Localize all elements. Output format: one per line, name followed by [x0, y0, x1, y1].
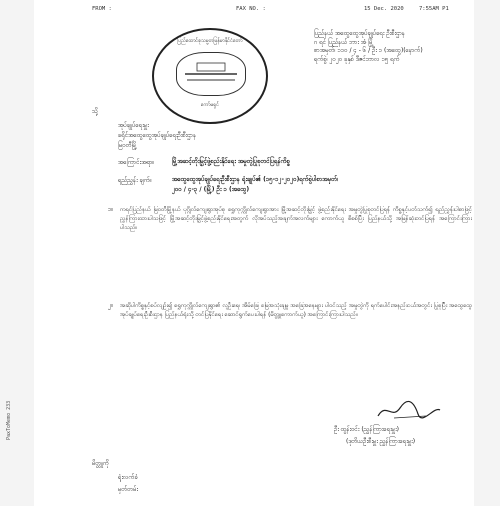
paragraph-2: အဆိုပါကိစ္စနှင့်စပ်လျဉ်း၍ ရွှေကုက္ကိုလ်ကျေးရွာ၏ လူဦးရေ၊ အိမ်ခြေ၊ မြေအသုံးချမှု အခြေအနေများ ပါဝင်သည့် အမှုတွဲကို ရက်ပေါင်းအနည်းငယ်အတွင်း ပြုစုပြီး အထွေထွေအုပ်ချုပ်ရေးဦးစီးဌာန ပြည်နယ်ရုံးသို့ တင်ပြနိုင်ရေး ဆောင်ရွက်ပေးပါရန် (မိတ္တူကောက်ယူ) အကြောင်းကြားပါသည်။ [120, 303, 472, 318]
signer-name: ဦး ထွန်းဝင်း (ညွှန်ကြားရေးမှူး) [334, 426, 399, 433]
reference-line-1: အထွေထွေအုပ်ချုပ်ရေးဦးစီးဌာန ရုံးချုပ်၏ (၁၅-၁၂-၂၀၂၀)ရက်စွဲပါစာအမှတ်၊ [172, 176, 339, 183]
copy-to-item-1: ရုံးလက်ခံ [118, 474, 138, 481]
paragraph-1: ကရင်ပြည်နယ် မြဝတီမြို့နယ် ပုဂ္ဂိုလ်ကျေးရွာအုပ်စု ရွှေကုက္ကိုလ်ကျေးရွာအား မြို့အဆင့်တိုးမြှင့် ဖွဲ့စည်းနိုင်ရေး အမှုတွဲပြုစုတင်ပြရန် ကိစ္စနှင့်ပတ်သက်၍ ရည်ညွှန်းပါစာဖြင့် ညွှန်ကြားထားပါသဖြင့် မြို့အဆင့်တိုးမြှင့်ဖွဲ့စည်းနိုင်ရေးအတွက် လိုအပ်သည့်အချက်အလက်များ ကောက်ယူ စိစစ်ပြီး ပြည်နယ်သို့ အမြန်ဆုံးတင်ပြရန် အကြောင်းကြားပါသည်။ [120, 207, 472, 231]
reference-line-2: ၂၀၀ / ၄-၃ / (မြို့) ဦး ၁ (အထွေ) [172, 186, 250, 193]
header-line-3: စာအမှတ်၊ ၁၁၀ / ၄ - ၆ / ဦး ၁ (အထွေ)(နောက်) [314, 47, 423, 54]
document-page [34, 0, 474, 506]
paragraph-1-number: ၁။ [108, 206, 114, 213]
paragraph-2-number: ၂။ [108, 302, 113, 309]
letter-header [314, 30, 489, 64]
fax-number: FAX NO. : [236, 6, 266, 12]
side-stamp: PaxToMemo 233 [6, 400, 12, 440]
copy-to-label: မိတ္တူကို [92, 460, 109, 467]
fax-from: FROM : [92, 6, 112, 12]
seal-emblem [176, 52, 246, 96]
header-line-4: ရက်စွဲ၊ ၂၀၂၀ ခုနှစ် ဒီဇင်ဘာလ ၁၅ ရက် [314, 55, 400, 63]
seal-top-text: ပြည်ထောင်စုသမ္မတမြန်မာနိုင်ငံတော် [177, 38, 243, 44]
handwritten-signature [374, 398, 444, 422]
addressee-place: မြဝတီမြို့ [118, 142, 138, 149]
subject-label: အကြောင်းအရာ။ [118, 159, 155, 166]
header-line-1: ပြည်နယ် အထွေထွေအုပ်ချုပ်ရေး ဦးစီးဌာန [314, 30, 406, 37]
subject-text: မြို့အဆင့်တိုးမြှင့်ဖွဲ့စည်းနိုင်ရေး အမှုတွဲပြုစုတင်ပြရန်ကိစ္စ [172, 158, 290, 165]
fax-date: 15 Dec. 2020 [364, 6, 404, 12]
signer-title: (ဒုတိယဦးစီးမှူး ညွှန်ကြားရေးမှူး) [346, 438, 416, 445]
header-line-2: ဂ ရင် ပြည်နယ် ဘား အံ မြို့ [314, 38, 374, 46]
addressee-dept: ခရိုင်အထွေထွေအုပ်ချုပ်ရေးဦးစီးဌာန [118, 132, 197, 139]
reference-label: ရည်ညွှန်း ချက်။ [118, 177, 152, 184]
to-label: သို့ [92, 108, 98, 115]
addressee-name: အုပ်ချုပ်ရေးမှူး [118, 122, 149, 129]
official-seal [152, 28, 268, 124]
fax-time: 7:55AM P1 [419, 6, 449, 12]
seal-bottom-text: ကော်မရှင် [200, 102, 220, 108]
copy-to-item-2: မှတ်တမ်း [118, 486, 139, 493]
emblem-icon [177, 53, 245, 95]
